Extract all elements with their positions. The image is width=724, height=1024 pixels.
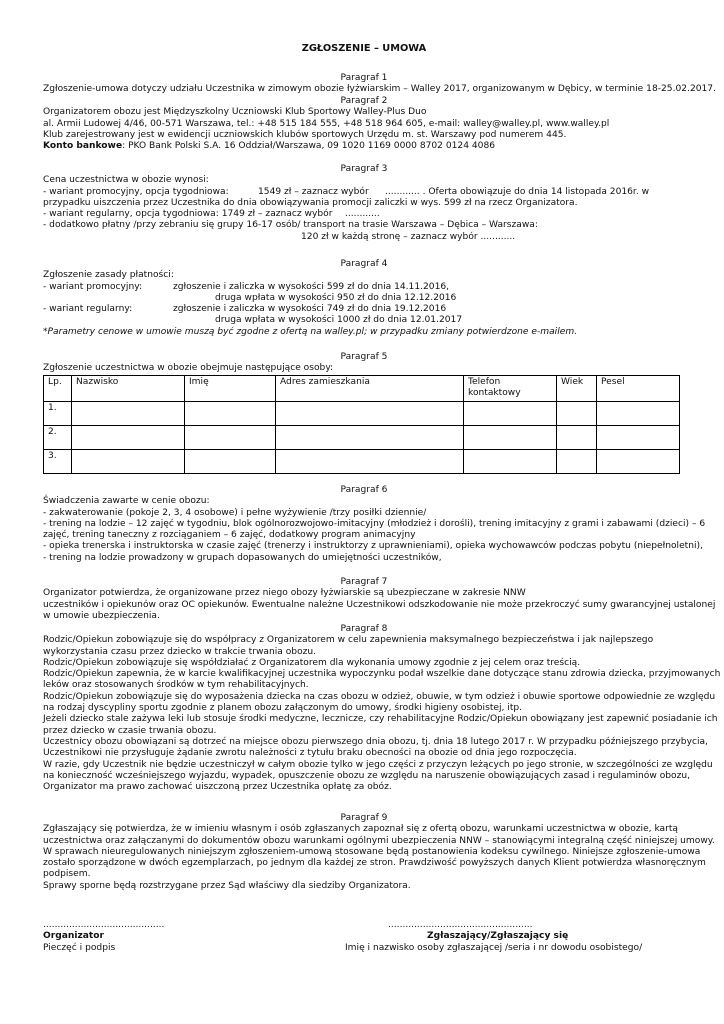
cell-nazwisko[interactable] [72,401,185,425]
final-line: uczestnictwa oraz załączanymi do dokumentów obozu warunkami ogólnymi ubezpieczenia NNW – stanowiącymi integralną część niniejszej umowy. [43,835,715,846]
payment-regular-label: - wariant regularny: [43,304,133,315]
final-line: Zgłaszający się potwierdza, że w imieniu własnym i osób zgłaszanych zapoznał się z ofertą obozu, warunkami uczestnictwa w obozie, kartą [43,824,679,835]
price-footnote: *Parametry cenowe w umowie muszą być zgodne z ofertą na walley.pl; w przypadku zmiany potwierdzone e-mailem. [43,326,578,337]
organizer-name: Organizatorem obozu jest Międzyszkolny Uczniowski Klub Sportowy Walley-Plus Duo [43,107,427,118]
organizer-signature [43,920,164,954]
table-row [44,401,680,425]
benefit-line: - trening na lodzie – 12 zajęć w tygodniu, blok ogólnorozwojowo-imitacyjny (młodzież i dorośli), trening imitacyjny z grami i zabawami (dzieci) – 6 [43,518,706,529]
cell-wiek[interactable] [557,425,597,449]
payment-promo-row [43,282,685,293]
benefit-line: - opieka trenerska i instruktorska w czasie zajęć (trenerzy i instruktorzy z uprawnieniami), opieka wychowawców podczas pobytu (niepełnoletni), [43,541,703,552]
payment-intro: Zgłoszenie zasady płatności: [43,270,174,281]
row-number: 1. [44,401,72,425]
final-line: Sprawy sporne będą rozstrzygane przez Sąd właściwy dla siedziby Organizatora. [43,880,411,891]
column-header: Pesel [597,376,680,402]
paragraph-heading: Paragraf 6 [340,485,388,495]
benefit-line: zajęć, trening taneczny z rozciąganiem – 6 zajęć, dodatkowy program animacyjny [43,530,416,541]
final-line: zostało sporządzone w dwóch egzemplarzach, po jednym dla każdej ze stron. Prawdziwość powyższych danych Klient potwierdza własnoręcznym [43,858,706,869]
section-paragraf-8 [43,624,721,793]
final-line: podpisem. [43,869,91,880]
cell-telefon[interactable] [464,425,557,449]
row-number: 3. [44,449,72,473]
table-row [44,425,680,449]
document-title: ZGŁOSZENIE – UMOWA [301,43,427,54]
benefit-line: - trening na lodzie prowadzony w grupach dopasowanych do umiejętności uczestników, [43,552,442,563]
obligation-line: Rodzic/Opiekun zobowiązuje się do współpracy z Organizatorem w celu zapewnienia maksymalnego bezpieczeństwa i jak najlepszego [43,635,654,646]
price-promo-value: 1549 zł – zaznacz wybór [258,186,369,197]
obligation-line: na konieczność wcześniejszego wyjazdu, wypadek, opuszczenie obozu ze względu na naruszenie obowiązujących zasad i regulaminów obozu, [43,770,691,781]
organizer-signature-line[interactable]: .......................................... [43,920,165,930]
payment-promo-label: - wariant promocyjny: [43,281,142,292]
column-header: Adres zamieszkania [276,376,464,402]
cell-wiek[interactable] [557,449,597,473]
participants-intro: Zgłoszenie uczestnictwa w obozie obejmuje następujące osoby: [43,363,334,374]
bank-account-value: : PKO Bank Polski S.A. 16 Oddział/Warszawa, 09 1020 1169 0000 8702 0124 4086 [122,141,496,152]
cell-adres[interactable] [276,401,464,425]
price-regular-line [43,209,685,220]
applicant-label: Zgłaszający/Zgłaszający się [427,931,569,942]
cell-adres[interactable] [276,425,464,449]
price-promo-line [43,187,685,198]
obligation-line: Uczestnicy obozu obowiązani są dotrzeć na miejsce obozu pierwszego dnia obozu, tj. dnia 18 lutego 2017 r. W przypadku późniejszego przybycia, [43,736,708,747]
bank-account-label: Konto bankowe [43,141,123,152]
payment-regular-row [43,304,685,315]
cell-telefon[interactable] [464,449,557,473]
cell-imie[interactable] [185,401,276,425]
section-paragraf-9 [43,813,715,892]
column-header: Imię [185,376,276,402]
price-promo-label: - wariant promocyjny, opcja tygodniowa: [43,186,229,197]
obligation-line: Rodzic/Opiekun zobowiązuje się do wyposażenia dziecka na czas obozu w odzież, obuwie, w tym odzież i obuwie sportowe odpowiednie ze względu [43,691,716,702]
cell-nazwisko[interactable] [72,449,185,473]
section-paragraf-4 [43,259,685,338]
paragraph-text: Zgłoszenie-umowa dotyczy udziału Uczestnika w zimowym obozie łyżwiarskim – Walley 2017, organizowanym w Dębicy, w terminie 18-25.02.2017. [43,84,716,95]
cell-pesel[interactable] [597,425,680,449]
paragraph-heading: Paragraf 7 [340,577,388,587]
cell-wiek[interactable] [557,401,597,425]
bank-account [43,141,685,152]
paragraph-heading: Paragraf 4 [340,259,388,269]
payment-regular-first: zgłoszenie i zaliczka w wysokości 749 zł do dnia 19.12.2016 [173,304,447,315]
transport-line: - dodatkowo płatny /przy zebraniu się grupy 16-17 osób/ transport na trasie Warszawa – Dębica – Warszawa: [43,220,538,231]
column-header: Nazwisko [72,376,185,402]
section-paragraf-5 [43,352,685,375]
cell-imie[interactable] [185,449,276,473]
applicant-sublabel: Imię i nazwisko osoby zgłaszającej /seria i nr dowodu osobistego/ [345,942,643,953]
final-line: W sprawach nieuregulowanych niniejszym zgłoszeniem-umową stosowane będą postanowienia kodeksu cywilnego. Niniejsze zgłoszenie-umowa [43,846,701,857]
price-regular-label: - wariant regularny, opcja tygodniowa: 1749 zł – zaznacz wybór [43,209,333,220]
organizer-sublabel: Pieczęć i podpis [43,942,116,953]
obligation-line: Organizator ma prawo zachować uiszczoną przez Uczestnika opłatę za obóz. [43,782,392,793]
obligation-line: na rodzaj dyscypliny sportu zgodnie z planem obozu załączonym do umowy, środki higieny osobistej, itp. [43,703,523,714]
organizer-label: Organizator [43,931,104,942]
paragraph-heading: Paragraf 1 [340,73,388,83]
payment-regular-second: druga wpłata w wysokości 1000 zł do dnia 12.01.2017 [215,315,463,326]
obligation-line: Jeżeli dziecko stale zażywa leki lub stosuje środki medyczne, lecznicze, czy rehabilitacyjne Rodzic/Opiekun obowiązany jest zapewnić posiadanie ich [43,714,718,725]
obligation-line: W razie, gdy Uczestnik nie będzie uczestniczył w całym obozie tylko w jego części z przyczyn leżących po jego stronie, w szczególności ze względu [43,759,713,770]
applicant-signature-line[interactable]: .................................................. [388,920,533,930]
column-header: Lp. [44,376,72,402]
transport-price-choice[interactable]: 120 zł w każdą stronę – zaznacz wybór ............ [301,231,516,242]
paragraph-heading: Paragraf 9 [340,813,388,823]
insurance-line: Organizator potwierdza, że organizowane przez niego obozy łyżwiarskie są ubezpieczane w zakresie NNW [43,588,526,599]
insurance-line: uczestników i opiekunów oraz OC opiekunów. Ewentualne należne Uczestnikowi odszkodowanie nie może przekroczyć sumy gwarancyjnej ustalonej [43,599,716,610]
organizer-contact: al. Armii Ludowej 4/46, 00-571 Warszawa, tel.: +48 515 184 555, +48 518 964 605, e-mail: walley@walley.pl, www.walley.pl [43,118,610,129]
payment-promo-first: zgłoszenie i zaliczka w wysokości 599 zł do dnia 14.11.2016, [173,281,450,292]
cell-pesel[interactable] [597,401,680,425]
obligation-line: Uczestnikowi nie przysługuje żądanie zwrotu należności z tytułu braku obecności na obozie od dnia jego rozpoczęcia. [43,748,577,759]
section-paragraf-7 [43,577,716,622]
paragraph-heading: Paragraf 3 [340,164,388,174]
benefit-line: - zakwaterowanie (pokoje 2, 3, 4 osobowe) i pełne wyżywienie /trzy posiłki dziennie/ [43,507,427,518]
cell-telefon[interactable] [464,401,557,425]
obligation-line: Rodzic/Opiekun zapewnia, że w karcie kwalifikacyjnej uczestnika wypoczynku podał wszelkie dane dotyczące stanu zdrowia dziecka, przyjmowanych [43,669,721,680]
column-header: Telefon kontaktowy [464,376,557,402]
payment-promo-second: druga wpłata w wysokości 950 zł do dnia 12.12.2016 [215,292,457,303]
column-header: Wiek [557,376,597,402]
cell-imie[interactable] [185,425,276,449]
cell-pesel[interactable] [597,449,680,473]
obligation-line: leków oraz stosowanych środków w tym rehabilitacyjnych. [43,680,309,691]
table-row [44,449,680,473]
applicant-signature [345,920,685,954]
participants-table [43,375,680,474]
cell-adres[interactable] [276,449,464,473]
obligation-line: Rodzic/Opiekun zobowiązuje się współdziałać z Organizatorem dla wykonania umowy zgodnie z jej celem oraz treścią. [43,657,581,668]
paragraph-heading: Paragraf 2 [340,96,388,106]
price-regular-choice[interactable]: ............ [345,209,380,220]
obligation-line: przez dziecko w czasie trwania obozu. [43,725,217,736]
cell-nazwisko[interactable] [72,425,185,449]
section-paragraf-6 [43,485,706,564]
organizer-registration: Klub zarejestrowany jest w ewidencji uczniowskich klubów sportowych Urzędu m. st. Warszawy pod numerem 445. [43,129,567,140]
price-promo-choice[interactable]: ............ . Oferta obowiązuje do dnia 14 listopada 2016r. w [385,186,650,197]
paragraph-heading: Paragraf 5 [340,352,388,362]
benefit-line: Świadczenia zawarte w cenie obozu: [43,496,210,507]
price-intro: Cena uczestnictwa w obozie wynosi: [43,175,209,186]
table-header-row [44,376,680,402]
insurance-line: w umowie ubezpieczenia. [43,610,160,621]
row-number: 2. [44,425,72,449]
section-paragraf-1 [43,73,716,96]
section-paragraf-2 [43,96,685,152]
obligation-line: wykorzystania czasu przez dziecko w trakcie trwania obozu. [43,646,317,657]
paragraph-heading: Paragraf 8 [340,624,388,634]
section-paragraf-3 [43,164,685,243]
price-promo-condition: przypadku uiszczenia przez Uczestnika do dnia obowiązywania promocji zaliczki w wys. 599 zł na rzecz Organizatora. [43,197,578,208]
